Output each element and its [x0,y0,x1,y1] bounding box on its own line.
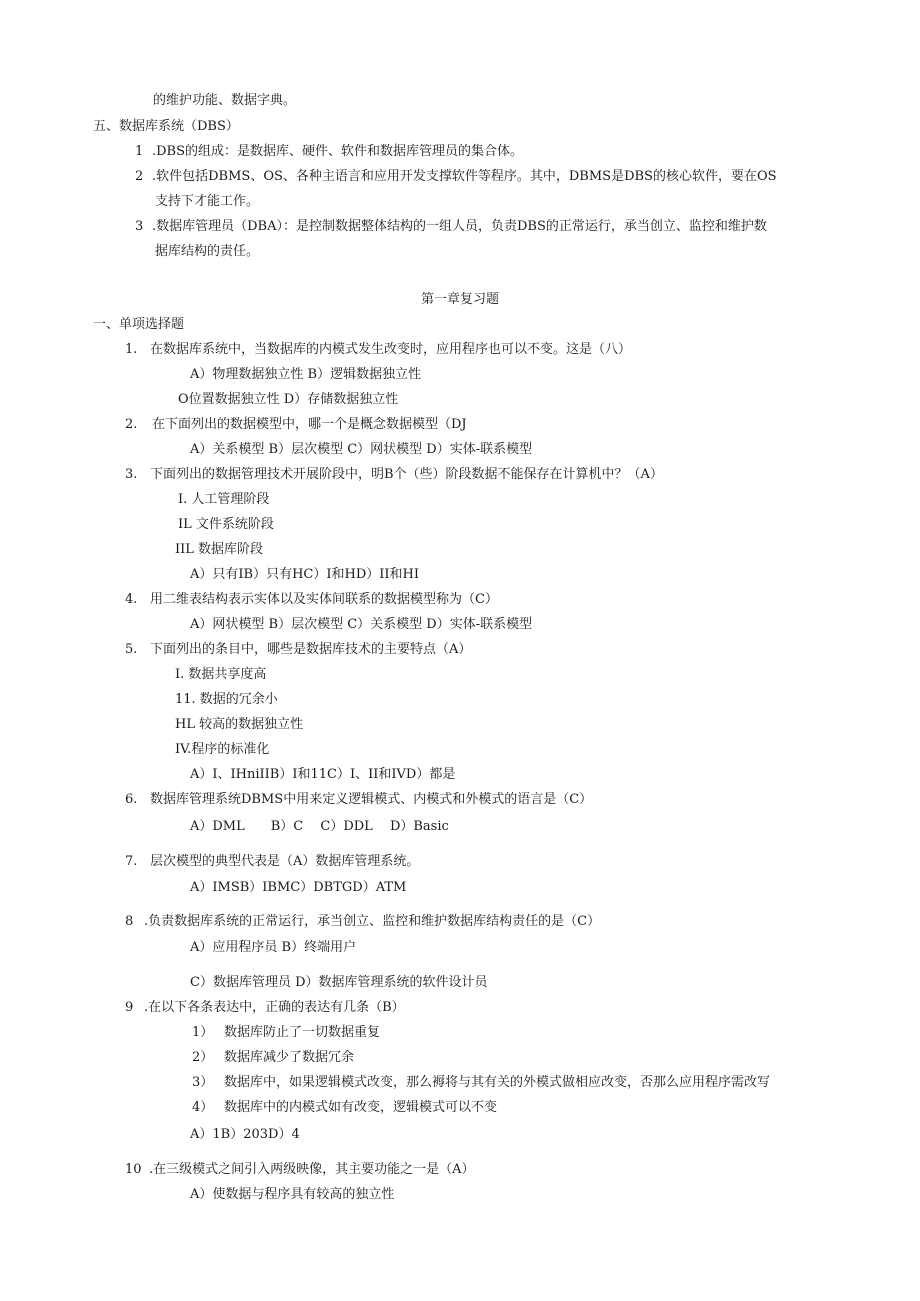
question-option: A）关系模型 B）层次模型 C）网状模型 D）实体-联系模型 [190,442,533,457]
question-text: 用二维表结构表示实体以及实体间联系的数据模型称为（C） [150,592,498,607]
question-number: 9 [125,1000,134,1015]
question-number: 1. [125,342,138,357]
question-option: A）只有IB）只有HC）I和HD）II和HI [190,567,419,582]
intro-item-text: .软件包括DBMS、OS、各种主语言和应用开发支撑软件等程序。其中，DBMS是DBS的核心软件，要在OS [152,169,777,184]
question-option: I. 数据共享度高 [175,667,267,682]
question-number: 3. [125,467,138,482]
question-option: A）1B）203D）4 [190,1127,300,1142]
sub-item-number: 4） [192,1100,214,1115]
question-text: 层次模型的典型代表是（A）数据库管理系统。 [150,854,420,869]
question-option: A）IMSB）IBMC）DBTGD）ATM [190,880,407,895]
chapter-title: 第一章复习题 [420,292,499,307]
sub-item-number: 3） [192,1075,214,1090]
question-number: 7. [125,854,138,869]
question-text: 在下面列出的数据模型中，哪一个是概念数据模型（DJ [152,417,467,432]
question-option: I. 人工管理阶段 [178,492,270,507]
sub-item-text: 数据库中，如果逻辑模式改变，那么褥将与其有关的外模式做相应改变，否那么应用程序需改写 [224,1075,771,1090]
question-number: 5. [125,642,138,657]
intro-continuation: 的维护功能、数据字典。 [153,93,297,108]
question-text: 数据库管理系统DBMS中用来定义逻辑模式、内模式和外模式的语言是（C） [150,792,593,807]
question-number: 6. [125,792,138,807]
intro-item-number: 1 [135,144,144,159]
question-option: A）使数据与程序具有较高的独立性 [190,1187,395,1202]
intro-item-text: .数据库管理员（DBA）：是控制数据整体结构的一组人员，负责DBS的正常运行，承当创立、监控和维护数 [152,219,767,234]
question-option: A）I、IHniIIB）I和11C）I、II和IVD）都是 [190,767,456,782]
intro-item-number: 2 [135,169,144,184]
question-text: 在数据库系统中，当数据库的内模式发生改变时，应用程序也可以不变。这是（八） [150,342,632,357]
sub-item-text: 数据库中的内模式如有改变，逻辑模式可以不变 [224,1100,498,1115]
question-option: A）DML B）C C）DDL D）Basic [190,819,449,834]
question-number: 10 [125,1162,142,1177]
question-option: A）应用程序员 B）终端用户 [190,940,357,955]
question-option: A）物理数据独立性 B）逻辑数据独立性 [190,367,422,382]
question-text: .在以下各条表达中，正确的表达有几条（B） [144,1000,405,1015]
question-option: 11. 数据的冗余小 [175,692,278,707]
intro-item-number: 3 [135,219,144,234]
question-number: 8 [125,914,134,929]
question-option: IIL 数据库阶段 [175,542,264,557]
question-number: 4. [125,592,138,607]
question-option: IL 文件系统阶段 [178,517,274,532]
question-option: HL 较高的数据独立性 [175,717,304,732]
question-option: C）数据库管理员 D）数据库管理系统的软件设计员 [190,975,488,990]
question-text: 下面列出的条目中，哪些是数据库技术的主要特点（A） [150,642,472,657]
question-option: A）网状模型 B）层次模型 C）关系模型 D）实体-联系模型 [190,617,533,632]
part-heading: 一、单项选择题 [93,317,185,332]
question-text: 下面列出的数据管理技术开展阶段中，明B个（些）阶段数据不能保存在计算机中？（A） [150,467,663,482]
question-number: 2. [125,417,138,432]
intro-item-continuation: 支持下才能工作。 [155,194,260,209]
question-text: .负责数据库系统的正常运行，承当创立、监控和维护数据库结构责任的是（C） [144,914,601,929]
sub-item-text: 数据库防止了一切数据重复 [224,1025,381,1040]
question-option: O位置数据独立性 D）存储数据独立性 [178,392,399,407]
intro-item-continuation: 据库结构的责任。 [155,244,260,259]
question-text: .在三级模式之间引入两级映像，其主要功能之一是（A） [149,1162,475,1177]
section-heading: 五、数据库系统（DBS） [93,119,239,134]
sub-item-text: 数据库减少了数据冗余 [224,1050,355,1065]
question-option: IV.程序的标准化 [175,742,270,757]
intro-item-text: .DBS的组成：是数据库、硬件、软件和数据库管理员的集合体。 [152,144,524,159]
sub-item-number: 2） [192,1050,214,1065]
sub-item-number: 1） [192,1025,214,1040]
